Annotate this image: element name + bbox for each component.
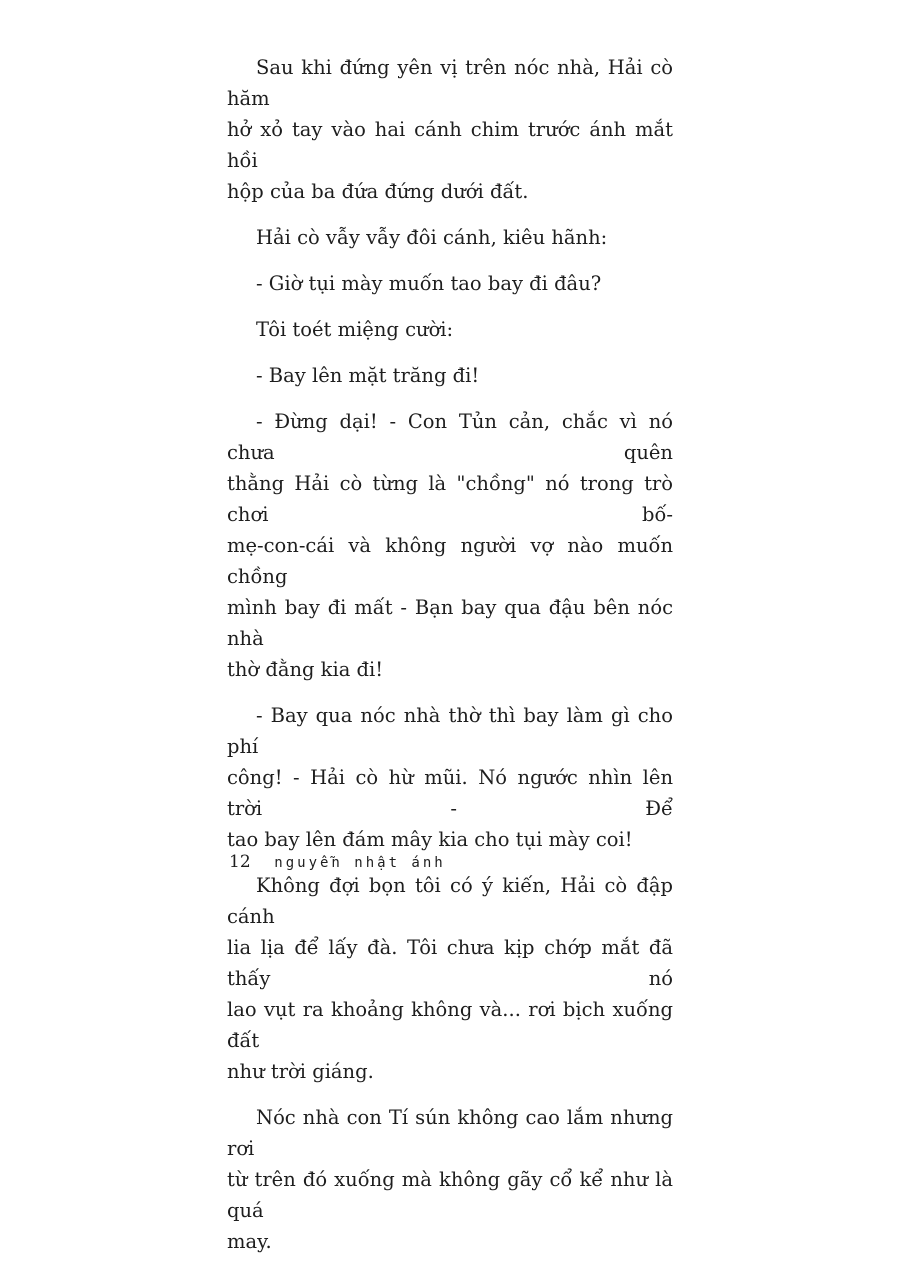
paragraph [227, 314, 673, 345]
text-line: công! - Hải cò hừ mũi. Nó ngước nhìn lên trời - Để [227, 766, 673, 820]
text-line: Nóc nhà con Tí sún không cao lắm nhưng rơi [227, 1106, 673, 1160]
paragraph [227, 360, 673, 391]
text-line: hở xỏ tay vào hai cánh chim trước ánh mắt hồi [227, 118, 673, 172]
text-line: Hải cò vẫy vẫy đôi cánh, kiêu hãnh: [256, 226, 608, 249]
page-number: 12 [229, 852, 251, 872]
text-line: - Bay lên mặt trăng đi! [256, 364, 480, 387]
text-line: như trời giáng. [227, 1060, 374, 1083]
text-line: - Giờ tụi mày muốn tao bay đi đâu? [256, 272, 602, 295]
text-line: lao vụt ra khoảng không và... rơi bịch xuống đất [227, 998, 673, 1052]
body-text [227, 52, 673, 1272]
text-line: tao bay lên đám mây kia cho tụi mày coi! [227, 828, 633, 851]
text-line: Không đợi bọn tôi có ý kiến, Hải cò đập cánh [227, 874, 673, 928]
text-line: Tôi toét miệng cười: [256, 318, 454, 341]
text-line: từ trên đó xuống mà không gãy cổ kể như là quá [227, 1168, 673, 1222]
author-name: nguyễn nhật ánh [274, 855, 446, 871]
text-line: - Bay qua nóc nhà thờ thì bay làm gì cho phí [227, 704, 673, 758]
page-footer [229, 852, 446, 872]
text-line: mẹ-con-cái và không người vợ nào muốn chồng [227, 534, 673, 588]
text-line: may. [227, 1230, 272, 1253]
text-line: mình bay đi mất - Bạn bay qua đậu bên nóc nhà [227, 596, 673, 650]
paragraph [227, 700, 673, 855]
paragraph [227, 222, 673, 253]
paragraph [227, 1102, 673, 1257]
text-line: Sau khi đứng yên vị trên nóc nhà, Hải cò hăm [227, 56, 673, 110]
paragraph [227, 52, 673, 207]
paragraph [227, 870, 673, 1087]
paragraph [227, 268, 673, 299]
text-line: - Đừng dại! - Con Tủn cản, chắc vì nó chưa quên [227, 410, 673, 464]
paragraph [227, 406, 673, 685]
text-line: hộp của ba đứa đứng dưới đất. [227, 180, 529, 203]
text-line: thằng Hải cò từng là "chồng" nó trong trò chơi bố- [227, 472, 673, 526]
text-line: thờ đằng kia đi! [227, 658, 384, 681]
text-line: lia lịa để lấy đà. Tôi chưa kịp chớp mắt đã thấy nó [227, 936, 673, 990]
